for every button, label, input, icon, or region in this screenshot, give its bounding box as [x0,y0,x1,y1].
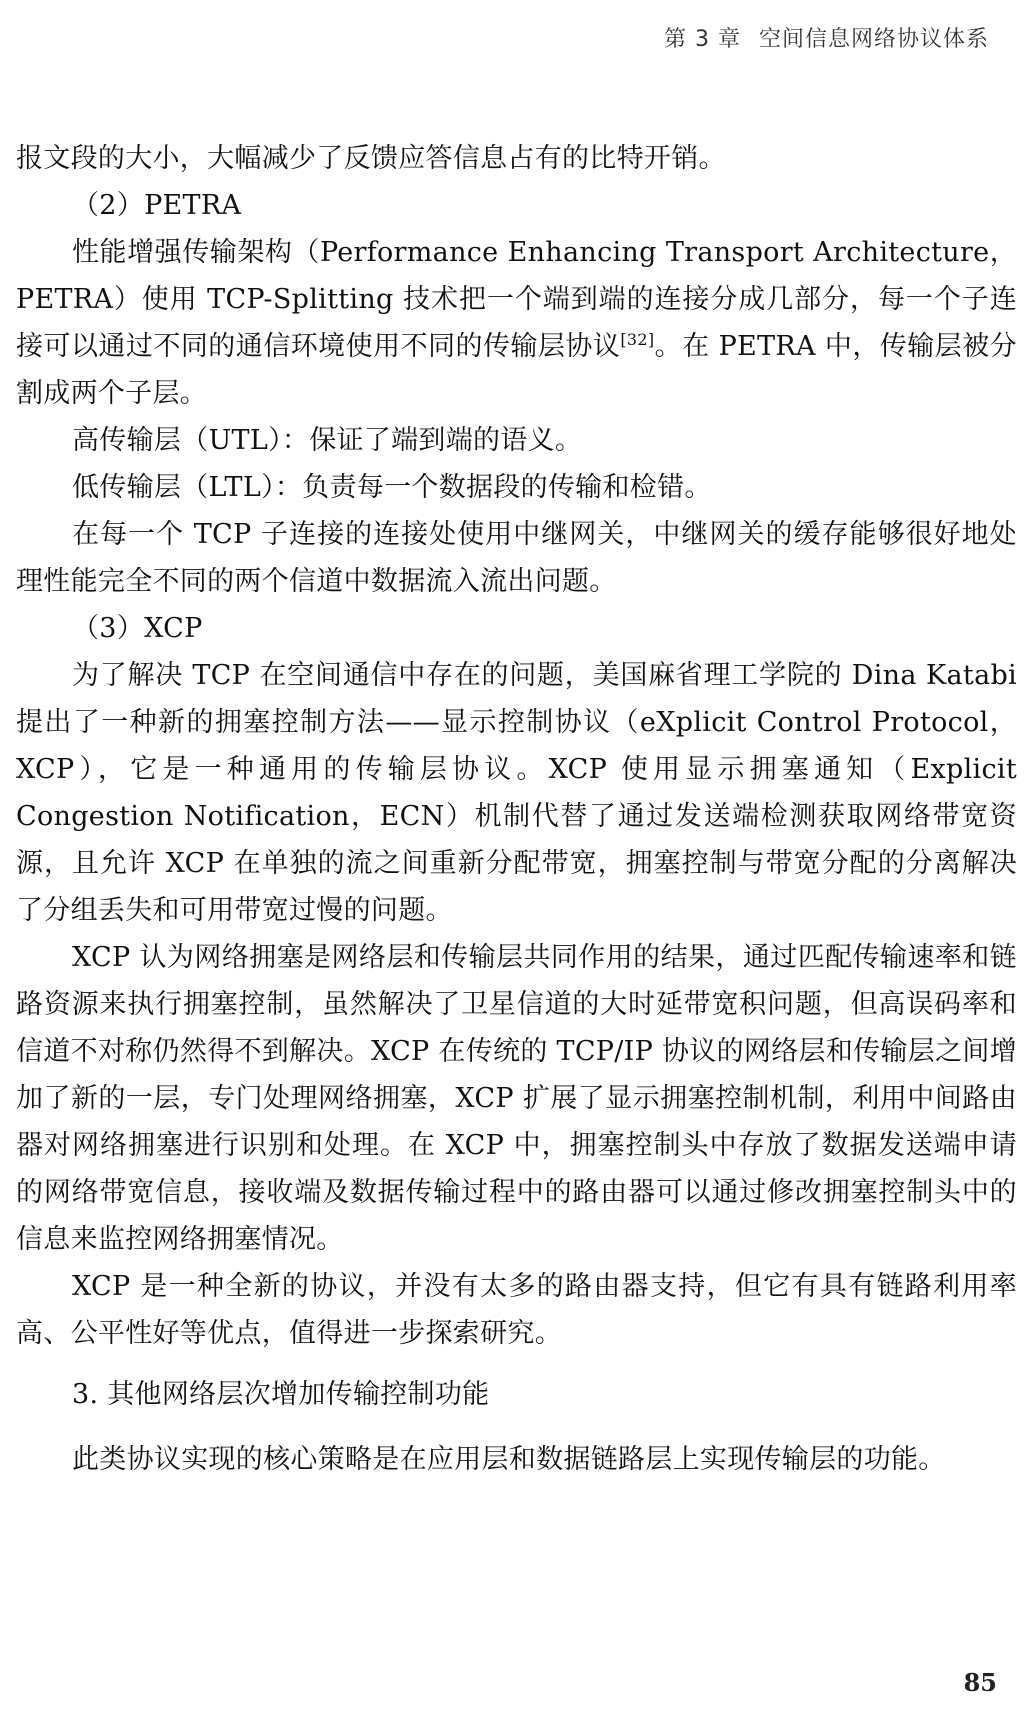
section-heading-3: 3. 其他网络层次增加传输控制功能 [72,1379,490,1410]
chapter-number: 第 3 章 [664,27,741,52]
paragraph-other-layers: 此类协议实现的核心策略是在应用层和数据链路层上实现传输层的功能。 [72,1444,946,1475]
paragraph-ltl: 低传输层（LTL）：负责每一个数据段的传输和检错。 [72,472,712,503]
chapter-title: 空间信息网络协议体系 [758,27,989,52]
running-header [664,22,989,53]
page-number: 85 [963,1668,997,1697]
paragraph-relay-gateway: 在每一个 TCP 子连接的连接处使用中继网关，中继网关的缓存能够很好地处理性能完全不同的两个信道中数据流入流出问题。 [16,519,1017,597]
subheading-petra: （2）PETRA [72,190,242,221]
paragraph-xcp-summary: XCP 是一种全新的协议，并没有太多的路由器支持，但它有具有链路利用率高、公平性好等优点，值得进一步探索研究。 [16,1271,1017,1349]
paragraph-utl: 高传输层（UTL）：保证了端到端的语义。 [72,425,583,456]
paragraph-continuation: 报文段的大小，大幅减少了反馈应答信息占有的比特开销。 [16,143,726,174]
body-text [16,135,1017,1483]
citation-ref: [32] [620,330,655,349]
paragraph-xcp-intro: 为了解决 TCP 在空间通信中存在的问题，美国麻省理工学院的 Dina Katabi 提出了一种新的拥塞控制方法——显示控制协议（eXplicit Control Protocol，XCP），它是一种通用的传输层协议。XCP 使用显示拥塞通知（Explicit Congestion Notification，ECN）机制代替了通过发送端检测获取网络带宽资源，且允许 XCP 在单独的流之间重新分配带宽，拥塞控制与带宽分配的分离解决了分组丢失和可用带宽过慢的问题。 [16,660,1017,926]
paragraph-xcp-mechanism: XCP 认为网络拥塞是网络层和传输层共同作用的结果，通过匹配传输速率和链路资源来执行拥塞控制，虽然解决了卫星信道的大时延带宽积问题，但高误码率和信道不对称仍然得不到解决。XCP 在传统的 TCP/IP 协议的网络层和传输层之间增加了新的一层，专门处理网络拥塞，XCP 扩展了显示拥塞控制机制，利用中间路由器对网络拥塞进行识别和处理。在 XCP 中，拥塞控制头中存放了数据发送端申请的网络带宽信息，接收端及数据传输过程中的路由器可以通过修改拥塞控制头中的信息来监控网络拥塞情况。 [16,942,1017,1255]
paragraph-petra-intro [16,229,1017,417]
subheading-xcp: （3）XCP [72,613,203,644]
petra-intro-text: 性能增强传输架构（Performance Enhancing Transport Architecture，PETRA）使用 TCP-Splitting 技术把一个端到端的连接分成几部分，每一个子连接可以通过不同的通信环境使用不同的传输层协议 [16,237,1017,362]
petra-intro-tail: 。在 PETRA 中，传输层被分割成两个子层。 [16,331,1017,409]
